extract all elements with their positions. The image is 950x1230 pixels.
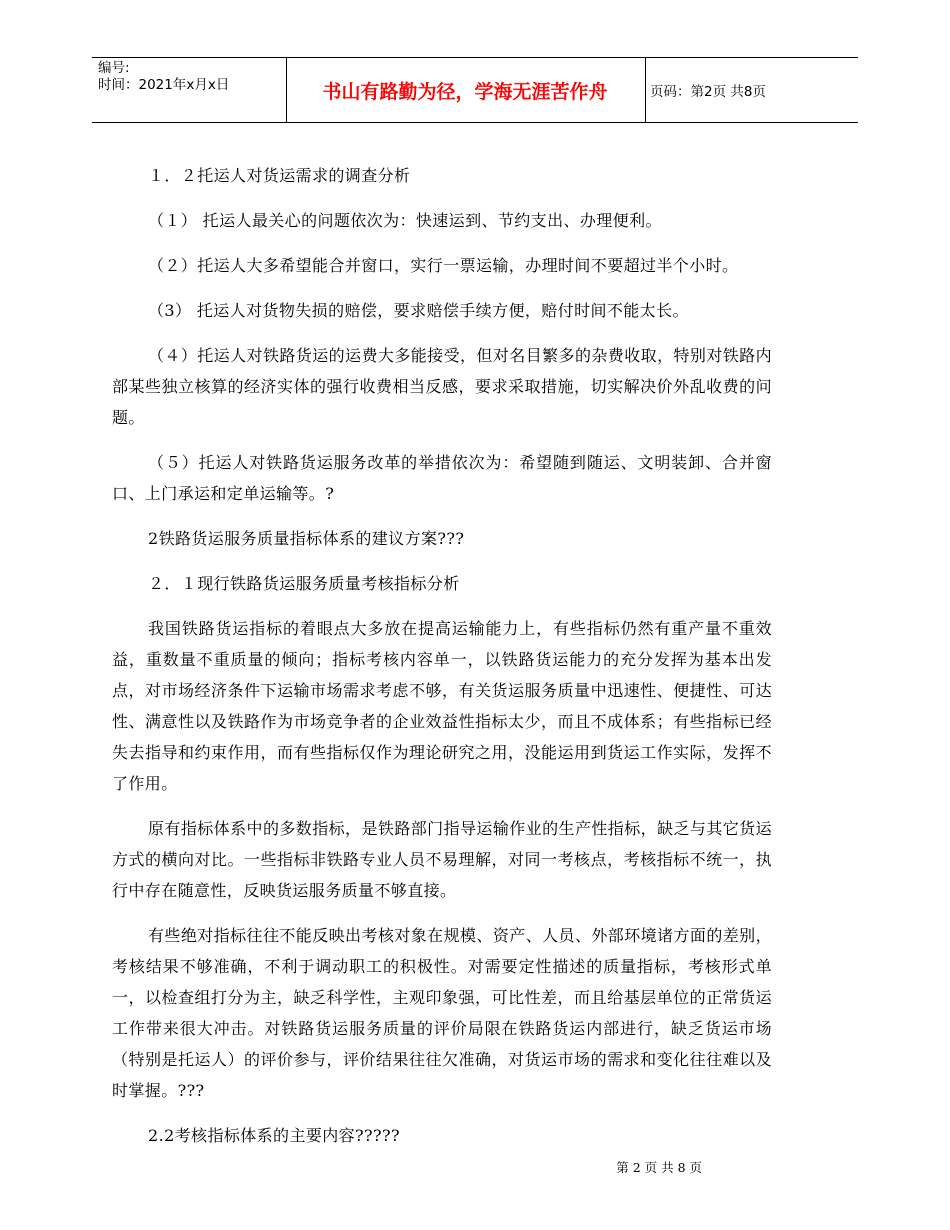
header-motto: 书山有路勤为径，学海无涯苦作舟 [322, 80, 608, 103]
paragraph-item-4: （４）托运人对铁路货运的运费大多能接受，但对名目繁多的杂费收取，特别对铁路内部某些独立核算的经济实体的强行收费相当反感，要求采取措施，切实解决价外乱收费的问题。 [112, 346, 772, 427]
page-header [92, 57, 858, 123]
paragraph-item-5: （５）托运人对铁路货运服务改革的举措依次为：希望随到随运、文明装卸、合并窗口、上门承运和定单运输等。? [112, 453, 772, 503]
paragraph-item-3: （3） 托运人对货物失损的赔偿，要求赔偿手续方便，赔付时间不能太长。 [148, 301, 689, 320]
paragraph-item-1: （１） 托运人最关心的问题依次为：快速运到、节约支出、办理便利。 [148, 211, 662, 230]
date-label: 时间：2021年x月x日 [98, 77, 230, 93]
document-body [112, 160, 772, 1151]
header-divider-right [645, 58, 646, 122]
page-footer: 第 2 页 共 8 页 [616, 1160, 702, 1175]
section-heading-2: 2铁路货运服务质量指标体系的建议方案??? [148, 529, 465, 548]
body-paragraph-1: 我国铁路货运指标的着眼点大多放在提高运输能力上，有些指标仍然有重产量不重效益，重数量不重质量的倾向；指标考核内容单一，以铁路货运能力的充分发挥为基本出发点，对市场经济条件下运输市场需求考虑不够，有关货运服务质量中迅速性、便捷性、可达性、满意性以及铁路作为市场竞争者的企业效益性指标太少，而且不成体系；有些指标已经失去指导和约束作用，而有些指标仅作为理论研究之用，没能运用到货运工作实际，发挥不了作用。 [112, 619, 772, 793]
section-heading-1-2: １．２托运人对货运需求的调查分析 [148, 166, 411, 185]
paragraph-item-2: （２）托运人大多希望能合并窗口，实行一票运输，办理时间不要超过半个小时。 [148, 256, 739, 275]
serial-number-label: 编号: [98, 60, 130, 76]
body-paragraph-3: 有些绝对指标往往不能反映出考核对象在规模、资产、人员、外部环境诸方面的差别，考核结果不够准确，不利于调动职工的积极性。对需要定性描述的质量指标，考核形式单一，以检查组打分为主，缺乏科学性，主观印象强，可比性差，而且给基层单位的正常货运工作带来很大冲击。对铁路货运服务质量的评价局限在铁路货运内部进行，缺乏货运市场（特别是托运人）的评价参与，评价结果往往欠准确，对货运市场的需求和变化往往难以及时掌握。??? [112, 926, 772, 1100]
header-meta [98, 60, 229, 94]
body-paragraph-2: 原有指标体系中的多数指标，是铁路部门指导运输作业的生产性指标，缺乏与其它货运方式的横向对比。一些指标非铁路专业人员不易理解，对同一考核点，考核指标不统一，执行中存在随意性，反映货运服务质量不够直接。 [112, 819, 772, 900]
header-page-info: 页码：第2页 共8页 [650, 84, 766, 100]
section-heading-2-1: ２．１现行铁路货运服务质量考核指标分析 [148, 574, 460, 593]
section-heading-2-2: 2.2考核指标体系的主要内容????? [148, 1126, 400, 1145]
